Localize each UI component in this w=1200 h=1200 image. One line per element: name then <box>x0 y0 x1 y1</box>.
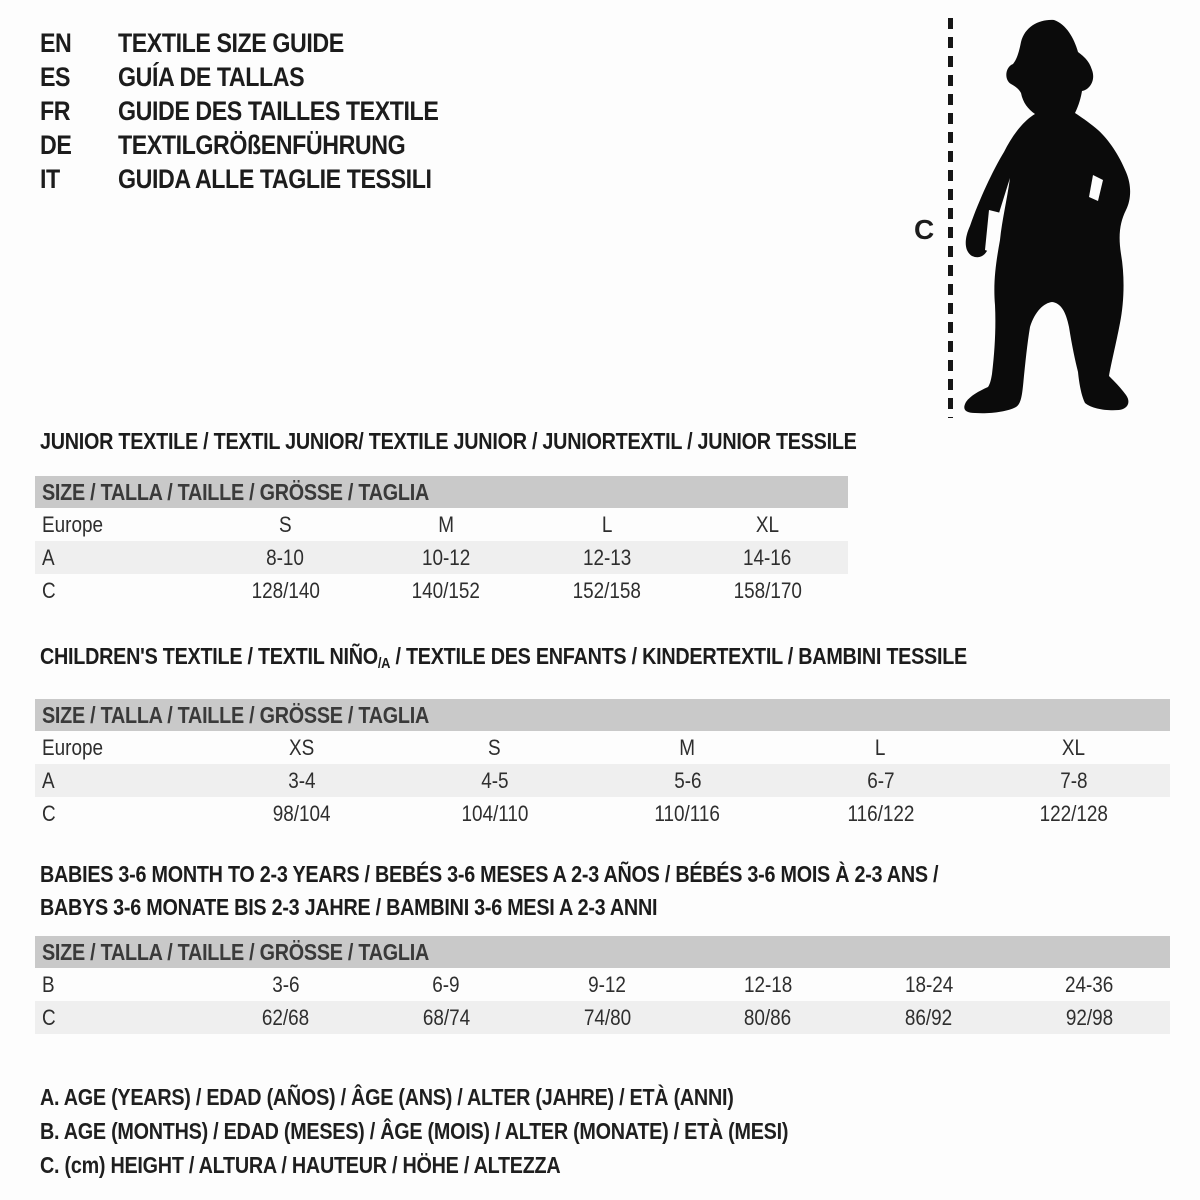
cell: 9-12 <box>588 971 627 997</box>
measure-c-label: C <box>914 214 935 245</box>
legend-line-b: B. AGE (MONTHS) / EDAD (MESES) / ÂGE (MOIS) / ALTER (MONATE) / ETÀ (MESI) <box>40 1118 789 1144</box>
junior-size-table <box>35 476 848 607</box>
cell: 116/122 <box>847 800 914 826</box>
cell: 128/140 <box>251 577 320 603</box>
cell: 24-36 <box>1065 971 1114 997</box>
cell: 14-16 <box>743 544 792 570</box>
lang-row-it <box>40 162 491 196</box>
babies-section-title: BABIES 3-6 MONTH TO 2-3 YEARS / BEBÉS 3-6 MESES A 2-3 AÑOS / BÉBÉS 3-6 MOIS À 2-3 ANS / BABYS 3-6 MONATE BIS 2-3 JAHRE / BAMBINI 3-6 MESI A 2-3 ANNI <box>40 861 939 920</box>
table-row <box>35 764 1170 797</box>
cell: 12-18 <box>743 971 793 997</box>
cell: 3-4 <box>287 767 316 793</box>
lang-title-de: TEXTILGRÖßENFÜHRUNG <box>118 129 406 160</box>
cell: M <box>679 734 696 760</box>
cell: 158/170 <box>733 577 802 603</box>
row-label: C <box>42 577 56 603</box>
measure-legend <box>40 1080 1170 1182</box>
cell: 80/86 <box>744 1004 792 1030</box>
lang-title-fr: GUIDE DES TAILLES TEXTILE <box>118 95 439 126</box>
table-row <box>35 508 848 541</box>
lang-row-es <box>40 60 491 94</box>
row-label: A <box>42 767 55 793</box>
table-row <box>35 968 1170 1001</box>
row-label: A <box>42 544 55 570</box>
cell: 10-12 <box>421 544 471 570</box>
lang-title-es: GUÍA DE TALLAS <box>118 61 305 92</box>
cell: 18-24 <box>904 971 953 997</box>
cell: 92/98 <box>1065 1004 1114 1030</box>
junior-size-header-bar: SIZE / TALLA / TAILLE / GRÖSSE / TAGLIA <box>35 476 848 508</box>
cell: L <box>875 734 886 760</box>
cell: 7-8 <box>1059 767 1088 793</box>
height-measure-figure <box>900 12 1155 424</box>
cell: L <box>601 511 613 537</box>
row-label: B <box>42 971 55 997</box>
lang-title-it: GUIDA ALLE TAGLIE TESSILI <box>118 163 432 194</box>
size-tables <box>35 428 1170 1182</box>
junior-section-title: JUNIOR TEXTILE / TEXTIL JUNIOR/ TEXTILE JUNIOR / JUNIORTEXTIL / JUNIOR TESSILE <box>40 428 857 454</box>
table-row <box>35 541 848 574</box>
table-row <box>35 1001 1170 1034</box>
dashed-measure-line <box>948 18 953 418</box>
language-title-list <box>40 26 491 196</box>
cell: 98/104 <box>272 800 331 826</box>
cell: 110/116 <box>654 800 721 826</box>
cell: 74/80 <box>583 1004 631 1030</box>
lang-code-en: EN <box>40 27 72 58</box>
babies-size-table <box>35 936 1170 1034</box>
lang-row-de <box>40 128 491 162</box>
cell: 4-5 <box>480 767 509 793</box>
cell: 68/74 <box>422 1004 470 1030</box>
legend-line-a: A. AGE (YEARS) / EDAD (AÑOS) / ÂGE (ANS) / ALTER (JAHRE) / ETÀ (ANNI) <box>40 1084 734 1110</box>
table-row <box>35 797 1170 830</box>
cell: 152/158 <box>572 577 642 603</box>
cell: XS <box>288 734 315 760</box>
legend-line-c: C. (cm) HEIGHT / ALTURA / HAUTEUR / HÖHE / ALTEZZA <box>40 1152 561 1178</box>
cell: 5-6 <box>673 767 702 793</box>
cell: 140/152 <box>411 577 481 603</box>
cell: XL <box>1061 734 1086 760</box>
row-label: C <box>42 1004 56 1030</box>
cell: XL <box>756 511 780 537</box>
children-size-header-bar: SIZE / TALLA / TAILLE / GRÖSSE / TAGLIA <box>35 699 1170 731</box>
table-row <box>35 574 848 607</box>
lang-code-de: DE <box>40 129 72 160</box>
cell: 6-9 <box>432 971 460 997</box>
row-label: Europe <box>42 734 104 760</box>
cell: 12-13 <box>582 544 632 570</box>
cell: 3-6 <box>271 971 300 997</box>
babies-size-header-bar: SIZE / TALLA / TAILLE / GRÖSSE / TAGLIA <box>35 936 1170 968</box>
nino-a-subscript: /A <box>377 655 391 672</box>
cell: 122/128 <box>1039 800 1108 826</box>
children-section-title: CHILDREN'S TEXTILE / TEXTIL NIÑO/A / TEXTILE DES ENFANTS / KINDERTEXTIL / BAMBINI TESSILE <box>40 643 967 672</box>
lang-row-fr <box>40 94 491 128</box>
cell: S <box>488 734 501 760</box>
cell: 86/92 <box>905 1004 953 1030</box>
cell: 62/68 <box>261 1004 310 1030</box>
lang-title-en: TEXTILE SIZE GUIDE <box>118 27 344 58</box>
children-size-table <box>35 699 1170 830</box>
row-label: Europe <box>42 511 104 537</box>
lang-row-en <box>40 26 491 60</box>
cell: 6-7 <box>866 767 895 793</box>
lang-code-fr: FR <box>40 95 71 126</box>
cell: 104/110 <box>461 800 528 826</box>
cell: 8-10 <box>266 544 305 570</box>
cell: M <box>438 511 454 537</box>
row-label: C <box>42 800 56 826</box>
table-row <box>35 731 1170 764</box>
lang-code-es: ES <box>40 61 71 92</box>
cell: S <box>279 511 292 537</box>
lang-code-it: IT <box>40 163 60 194</box>
toddler-silhouette-icon <box>962 14 1140 420</box>
